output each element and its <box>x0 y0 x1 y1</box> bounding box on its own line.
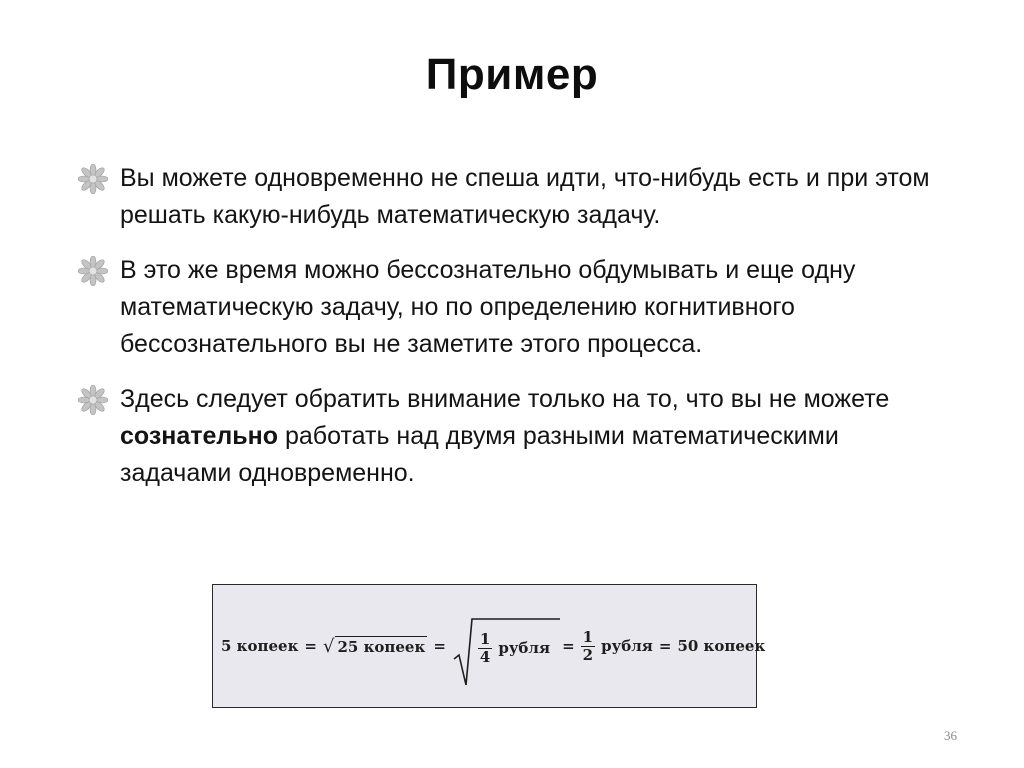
bullet-text-before: Здесь следует обратить внимание только на то, что вы не можете <box>120 385 890 413</box>
formula-fraction-quarter: $\frac{1}{4}$ <box>479 630 491 666</box>
slide-title: Пример <box>425 50 599 99</box>
page-number: 36 <box>944 728 957 743</box>
bullet-text: В это же время можно бессознательно обдумывать и еще одну математическую задачу, но по определению когнитивного бессознательного вы не заметите этого процесса. <box>120 256 856 358</box>
formula-sqrt-small <box>323 636 427 656</box>
daisy-flower-icon <box>78 385 108 415</box>
bullet-item <box>78 381 948 492</box>
formula-equals: = <box>304 637 317 655</box>
formula-equals: = <box>562 637 575 655</box>
formula-part-5-kopeek: 5 копеек <box>221 637 299 655</box>
formula-equals: = <box>658 637 672 655</box>
formula-sqrt-argument: 25 копеек <box>337 638 426 656</box>
sqrt-radical-icon: √ <box>322 636 335 657</box>
formula-unit-rublya: рубля <box>498 639 551 657</box>
formula-expression <box>221 585 771 707</box>
daisy-flower-icon <box>78 256 108 286</box>
bullet-text-after: работать над двумя разными математическими задачами одновременно. <box>120 422 839 487</box>
formula-fraction-half: $\frac{1}{2}$ <box>582 628 594 664</box>
formula-equals: = <box>433 637 446 655</box>
formula-unit-rublya: рубля <box>601 637 653 655</box>
formula-result: 50 копеек <box>677 637 766 655</box>
bullet-list <box>78 160 948 510</box>
bullet-text-bold: сознательно <box>120 422 279 450</box>
daisy-flower-icon <box>78 164 108 194</box>
large-radical-icon <box>452 615 562 689</box>
bullet-item <box>78 160 948 234</box>
bullet-text: Вы можете одновременно не спеша идти, что-нибудь есть и при этом решать какую-нибудь математическую задачу. <box>120 164 930 229</box>
formula-image <box>212 584 766 708</box>
formula-sqrt-large <box>452 627 556 665</box>
bullet-item <box>78 252 948 363</box>
